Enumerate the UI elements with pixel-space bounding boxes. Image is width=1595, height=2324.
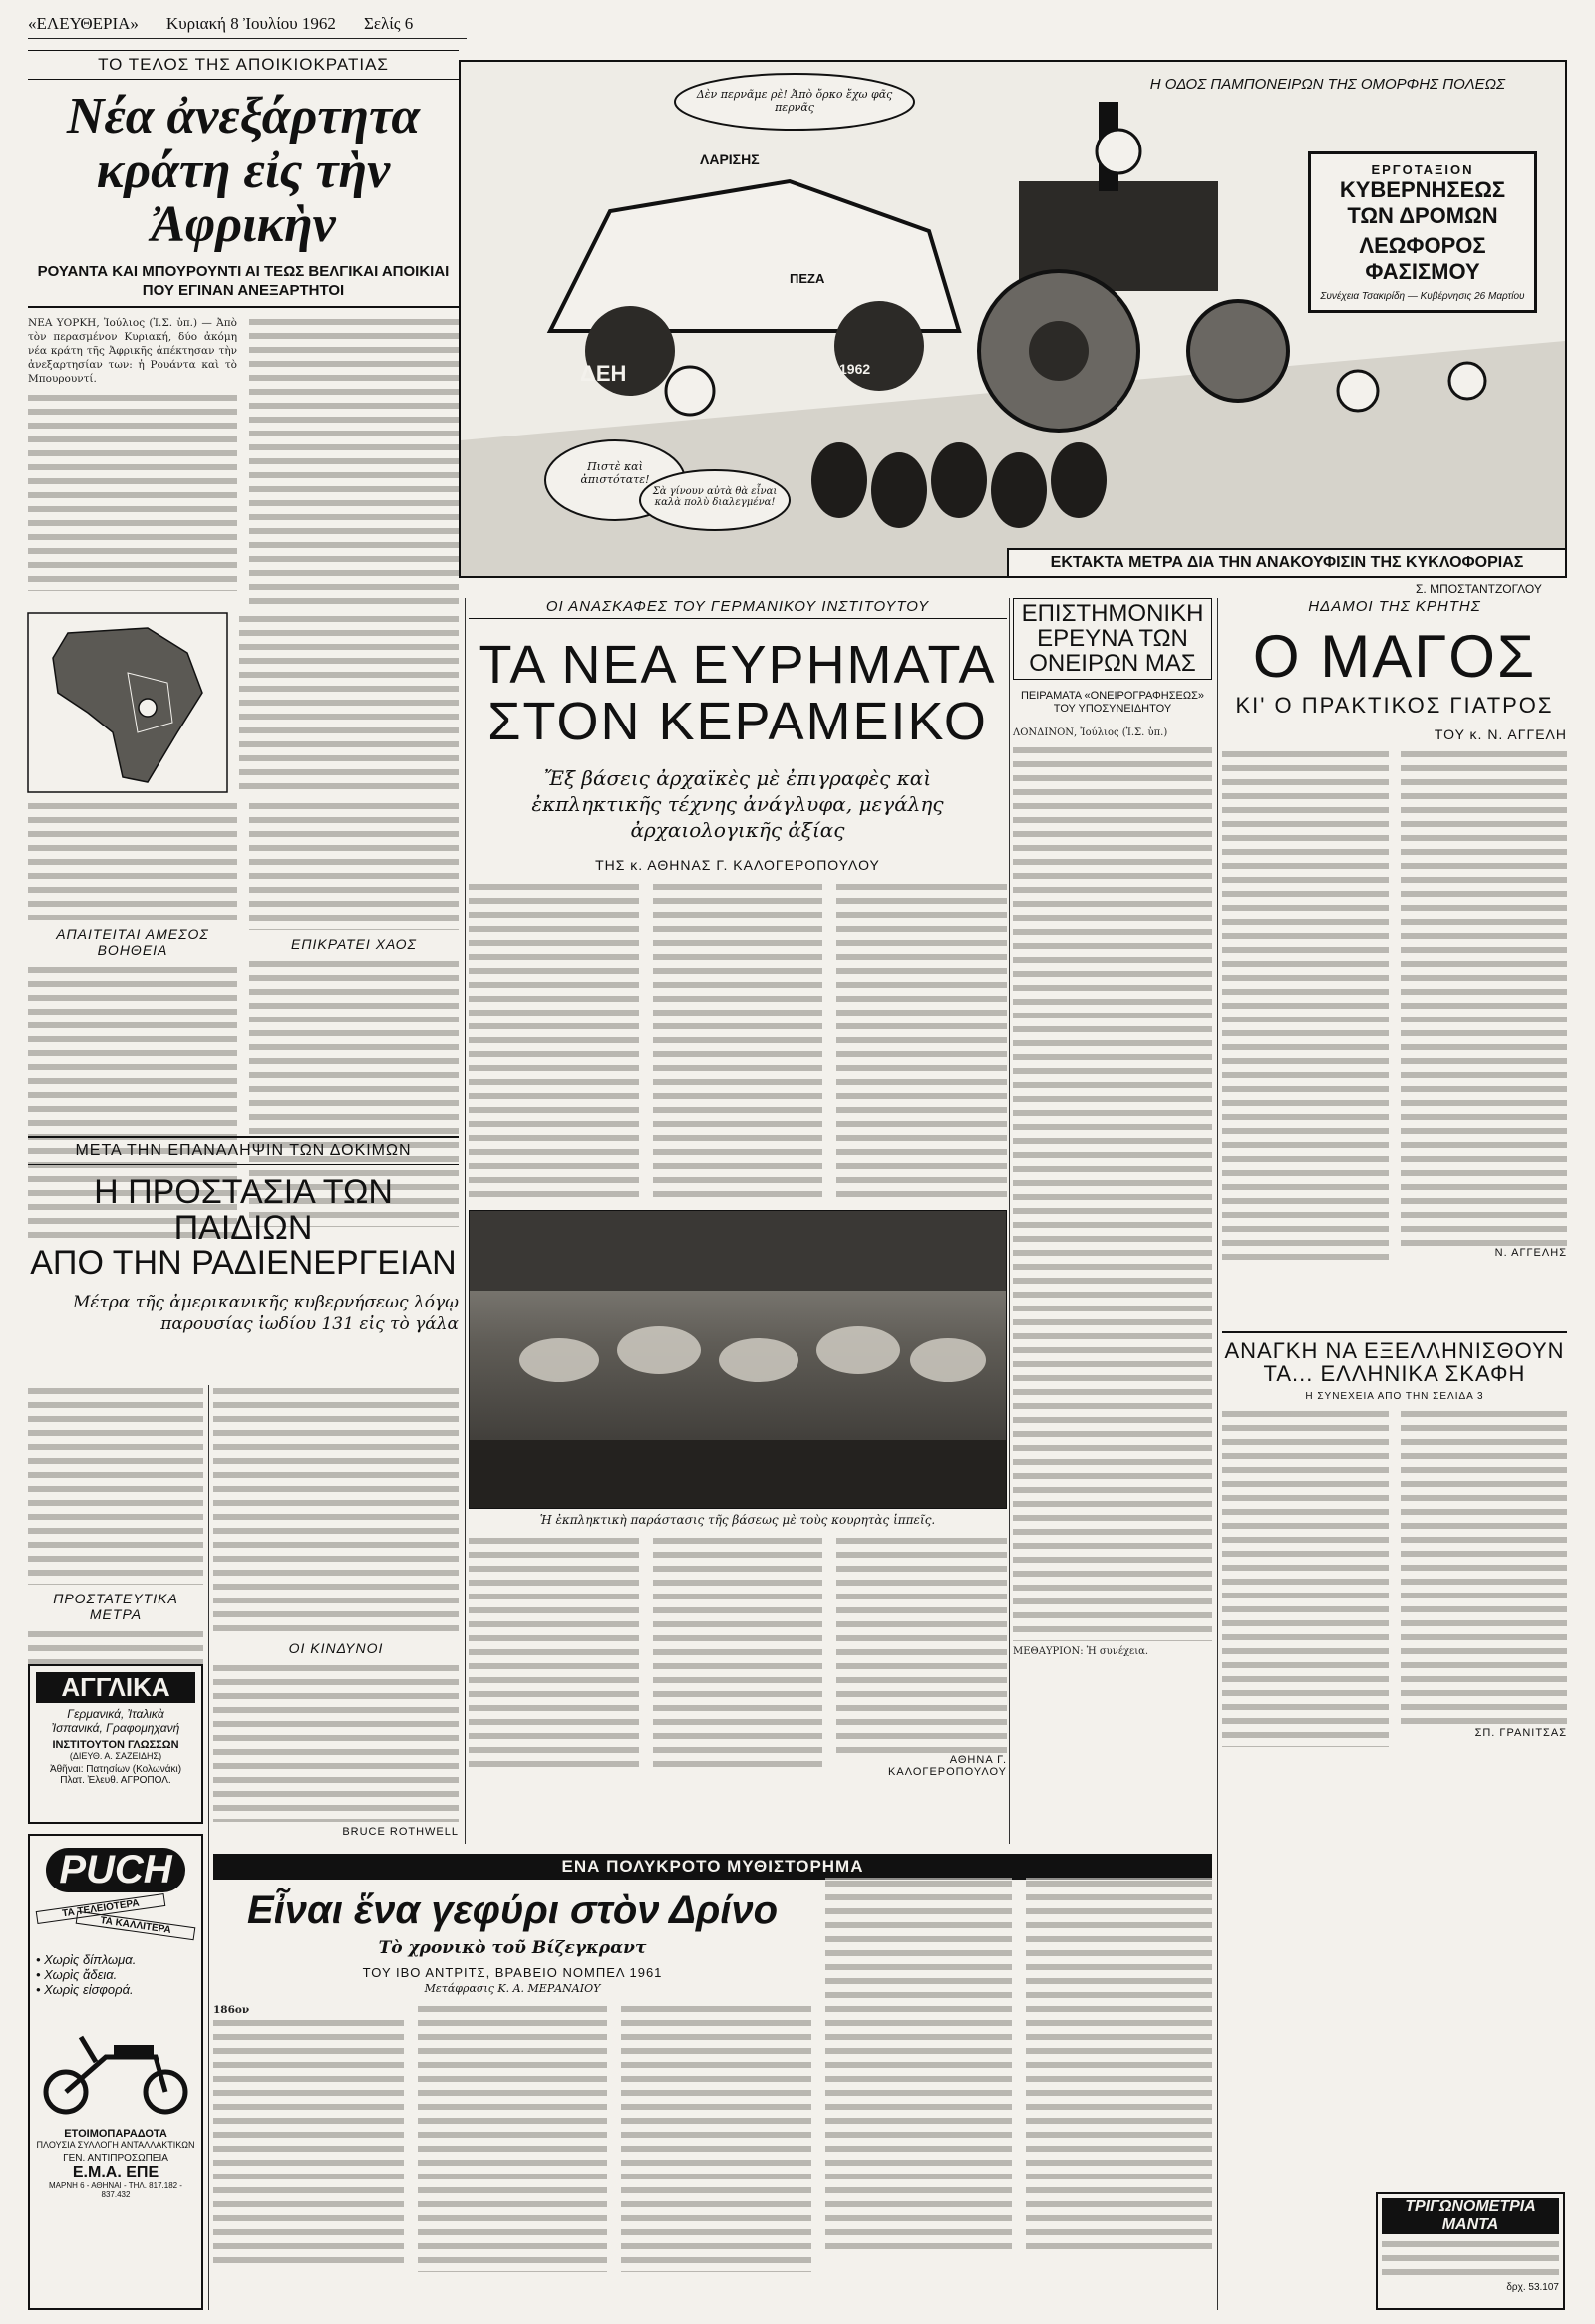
africa-kicker: ΤΟ ΤΕΛΟΣ ΤΗΣ ΑΠΟΙΚΙΟΚΡΑΤΙΑΣ bbox=[28, 50, 459, 80]
novel-body-1 bbox=[213, 2017, 404, 2266]
kerameikos-body-4 bbox=[469, 1535, 639, 1774]
crete-headline: Ο ΜΑΓΟΣ bbox=[1252, 623, 1537, 690]
radiation-body-col-1 bbox=[28, 1385, 203, 1654]
kerameikos-body-3 bbox=[836, 881, 1007, 1200]
radiation-article-head bbox=[28, 1136, 459, 1375]
crete-article bbox=[1222, 598, 1567, 1315]
ad-puch bbox=[28, 1834, 203, 2310]
africa-subhead: ΡΟΥΑΝΤΑ ΚΑΙ ΜΠΟΥΡΟΥΝΤΙ ΑΙ ΤΕΩΣ ΒΕΛΓΙΚΑΙ ΑΠΟΙΚΙΑΙ ΠΟΥ ΕΓΙΝΑΝ ΑΝΕΞΑΡΤΗΤΟΙ bbox=[28, 263, 459, 309]
ad-trig-price: δρχ. 53.107 bbox=[1506, 2282, 1559, 2293]
kerameikos-dek: Ἔξ βάσεις ἀρχαϊκὲς μὲ ἐπιγραφὲς καὶ ἐκπληκτικῆς τέχνης ἀνάγλυφα, μεγάλης ἀρχαιολογικῆς ἀξίας bbox=[531, 766, 944, 843]
kerameikos-body-1 bbox=[469, 881, 639, 1200]
tag-larisa: ΛΑΡΙΣΗΣ bbox=[700, 151, 760, 167]
sign-line-5: ΦΑΣΙΣΜΟΥ bbox=[1365, 259, 1480, 284]
dreams-sub: ΠΕΙΡΑΜΑΤΑ «ΟΝΕΙΡΟΓΡΑΦΗΣΕΩΣ» ΤΟΥ ΥΠΟΣΥΝΕΙΔΗΤΟΥ bbox=[1020, 689, 1205, 716]
kerameikos-author-sign: ΑΘΗΝΑ Γ. ΚΑΛΟΓΕΡΟΠΟΥΛΟΥ bbox=[888, 1754, 1008, 1779]
crete-byline: ΤΟΥ κ. Ν. ΑΓΓΕΛΗ bbox=[1434, 726, 1567, 743]
novel-body-5 bbox=[1026, 1878, 1212, 2256]
africa-lead: ΝΕΑ ΥΟΡΚΗ, Ἰούλιος (Ἰ.Σ. ὑπ.) — Ἀπὸ τὸν περασμένον Κυριακή, δύο ἀκόμη νέα κράτη τῆς Ἀφρικῆς ἀπέκτησαν τὴν ἀνεξαρτησίαν των: ἡ Ρουάντα καὶ τὸ Μπουρουντί. bbox=[28, 317, 237, 386]
dreams-footer: ΜΕΘΑΥΡΙΟΝ: Ἡ συνέχεια. bbox=[1013, 1646, 1149, 1658]
dreams-headline: ΕΠΙΣΤΗΜΟΝΙΚΗ ΕΡΕΥΝΑ ΤΩΝ ΟΝΕΙΡΩΝ ΜΑΣ bbox=[1013, 598, 1212, 680]
radiation-dek: Μέτρα τῆς ἀμερικανικῆς κυβερνήσεως λόγῳ παρουσίας ἰωδίου 131 εἰς τὸ γάλα bbox=[72, 1293, 459, 1335]
novel-dek: Τὸ χρονικὸ τοῦ Βίζεγκραντ bbox=[378, 1938, 647, 1958]
kerameikos-headline-2: ΣΤΟΝ ΚΕΡΑΜΕΙΚΟ bbox=[487, 691, 988, 751]
sign-line-2: ΚΥΒΕΡΝΗΣΕΩΣ bbox=[1339, 177, 1506, 202]
sign-note: Συνέχεια Τσακιρίδη — Κυβέρνησις 26 Μαρτίου bbox=[1320, 291, 1525, 302]
radiation-body-1 bbox=[28, 1385, 203, 1585]
ad-trig-subtitle: ΜΑΝΤΑ bbox=[1382, 2216, 1559, 2234]
column-rule bbox=[1217, 598, 1218, 2310]
cartoon-road-label: Η ΟΔΟΣ ΠΑΜΠΟΝΕΙΡΩΝ ΤΗΣ ΟΜΟΡΦΗΣ ΠΟΛΕΩΣ bbox=[1149, 76, 1505, 93]
radiation-sub2: ΟΙ ΚΙΝΔΥΝΟΙ bbox=[288, 1640, 384, 1656]
africa-sub2: ΕΠΙΚΡΑΤΕΙ ΧΑΟΣ bbox=[291, 936, 417, 953]
crete-body-2 bbox=[1401, 748, 1567, 1247]
editorial-cartoon bbox=[459, 60, 1567, 578]
ships-body-1 bbox=[1222, 1408, 1389, 1747]
africa-body-text-2 bbox=[249, 316, 459, 605]
crete-body-1 bbox=[1222, 748, 1389, 1267]
novel-kicker: ΕΝΑ ΠΟΛΥΚΡΟΤΟ ΜΥΘΙΣΤΟΡΗΜΑ bbox=[213, 1854, 1212, 1880]
africa-map bbox=[28, 613, 227, 792]
ships-cont: Η ΣΥΝΕΧΕΙΑ ΑΠΟ ΤΗΝ ΣΕΛΙΔΑ 3 bbox=[1305, 1391, 1484, 1403]
scooter-drawing bbox=[36, 2007, 195, 2117]
radiation-headline-1: Η ΠΡΟΣΤΑΣΙΑ ΤΩΝ ΠΑΙΔΙΩΝ bbox=[94, 1173, 393, 1247]
africa-sub1: ΑΠΑΙΤΕΙΤΑΙ ΑΜΕΣΟΣ ΒΟΗΘΕΙΑ bbox=[56, 926, 209, 959]
crete-sub: ΚΙ' Ο ΠΡΑΚΤΙΚΟΣ ΓΙΑΤΡΟΣ bbox=[1235, 693, 1554, 718]
speech2-text: Πιστὲ καὶ ἀπιστότατε! bbox=[580, 460, 650, 486]
worker-figure-head bbox=[1338, 371, 1378, 411]
dreams-body bbox=[1013, 744, 1212, 1641]
africa-body-text-4 bbox=[28, 800, 237, 920]
novel-serial bbox=[213, 1854, 1212, 2312]
radiation-body-2 bbox=[213, 1385, 459, 1634]
kerameikos-body-2 bbox=[653, 881, 823, 1200]
ad-puch-footer3: ΓΕΝ. ΑΝΤΙΠΡΟΣΩΠΕΙΑ bbox=[63, 2153, 168, 2164]
radiation-headline-2: ΑΠΟ ΤΗΝ ΡΑΔΙΕΝΕΡΓΕΙΑΝ bbox=[30, 1244, 457, 1283]
soldier-figure-head bbox=[666, 367, 714, 415]
kerameikos-article bbox=[469, 598, 1008, 1779]
sign-line-1: ΕΡΓΟΤΑΞΙΟΝ bbox=[1371, 162, 1474, 177]
sign-line-4: ΛΕΩΦΟΡΟΣ bbox=[1359, 233, 1486, 258]
masthead-date: Κυριακή 8 Ἰουλίου 1962 bbox=[165, 14, 336, 33]
cartoon-drawing bbox=[461, 62, 1565, 576]
ad-trig-title: ΤΡΙΓΩΝΟΜΕΤΡΙΑ bbox=[1382, 2198, 1559, 2216]
cartoon-artist: Σ. ΜΠΟΣΤΑΝΤΖΟΓΛΟΥ bbox=[1416, 582, 1542, 596]
masthead-page: Σελίς 6 bbox=[363, 14, 414, 33]
tag-deh: ΔΕΗ bbox=[580, 361, 627, 386]
crete-kicker: ΗΔΑΜΟΙ ΤΗΣ ΚΡΗΤΗΣ bbox=[1308, 598, 1481, 615]
kerameikos-kicker: ΟΙ ΑΝΑΣΚΑΦΕΣ ΤΟΥ ΓΕΡΜΑΝΙΚΟΥ ΙΝΣΤΙΤΟΥΤΟΥ bbox=[469, 598, 1007, 619]
novel-body-3 bbox=[621, 2003, 811, 2272]
cartoon-caption: ΕΚΤΑΚΤΑ ΜΕΤΡΑ ΔΙΑ ΤΗΝ ΑΝΑΚΟΥΦΙΣΙΝ ΤΗΣ ΚΥΚΛΟΦΟΡΙΑΣ bbox=[1007, 548, 1565, 576]
ad-puch-footer1: ΕΤΟΙΜΟΠΑΡΑΔΟΤΑ bbox=[64, 2128, 167, 2140]
ad-english-line2: Ἰσπανικά, Γραφομηχανή bbox=[51, 1721, 180, 1735]
car-wheel-rear bbox=[834, 301, 924, 391]
ad-english-director: (ΔΙΕΥΘ. Α. ΣΑΖΕΙΔΗΣ) bbox=[69, 1751, 162, 1761]
ad-english-address2: Πλατ. Ἐλευθ. ΑΓΡΟΠΟΛ. bbox=[60, 1775, 171, 1786]
tag-peza: ΠΕΖΑ bbox=[790, 271, 825, 286]
novel-body-2 bbox=[418, 2003, 608, 2272]
relief-horses-drawing bbox=[470, 1211, 1006, 1508]
africa-body-text bbox=[28, 392, 237, 591]
relief-photo bbox=[469, 1210, 1007, 1509]
kerameikos-headline-1: ΤΑ ΝΕΑ ΕΥΡΗΜΑΤΑ bbox=[478, 635, 997, 695]
ad-puch-brand: PUCH bbox=[46, 1848, 185, 1892]
ships-sign: ΣΠ. ΓΡΑΝΙΤΣΑΣ bbox=[1474, 1727, 1567, 1740]
dreams-article bbox=[1013, 598, 1212, 1658]
ad-trigonometry bbox=[1376, 2192, 1565, 2310]
africa-headline: Νέα ἀνεξάρτητα κράτη εἰς τὴν Ἀφρικὴν bbox=[66, 88, 421, 254]
steamroller-rear-roller bbox=[1188, 301, 1288, 401]
novel-author: ΤΟΥ ΙΒΟ ΑΝΤΡΙΤΣ, ΒΡΑΒΕΙΟ ΝΟΜΠΕΛ 1961 bbox=[362, 1965, 663, 1981]
novel-episode: 186ον bbox=[213, 2004, 250, 2017]
driver-figure-head bbox=[1097, 130, 1140, 173]
kerameikos-body-5 bbox=[653, 1535, 823, 1774]
ad-puch-flag2: ΤΑ ΚΑΛΛΙΤΕΡΑ bbox=[76, 1911, 196, 1941]
ships-headline: ΑΝΑΓΚΗ ΝΑ ΕΞΕΛΛΗΝΙΣΘΟΥΝ ΤΑ... ΕΛΛΗΝΙΚΑ ΣΚΑΦΗ bbox=[1222, 1331, 1567, 1385]
ad-puch-bullet1: • Χωρὶς δίπλωμα. bbox=[36, 1952, 137, 1967]
ad-puch-footer2: ΠΛΟΥΣΙΑ ΣΥΛΛΟΓΗ ΑΝΤΑΛΛΑΚΤΙΚΩΝ bbox=[36, 2140, 195, 2150]
ad-puch-bullet2: • Χωρὶς ἄδεια. bbox=[36, 1967, 118, 1982]
novel-headline: Εἶναι ἕνα γεφύρι στὸν Δρίνο bbox=[246, 1888, 779, 1932]
radiation-kicker: ΜΕΤΑ ΤΗΝ ΕΠΑΝΑΛΗΨΙΝ ΤΩΝ ΔΟΚΙΜΩΝ bbox=[28, 1136, 459, 1165]
ships-body-2 bbox=[1401, 1408, 1567, 1727]
crete-sign: Ν. ΑΓΓΕΛΗΣ bbox=[1494, 1247, 1567, 1260]
dreams-dateline: ΛΟΝΔΙΝΟΝ, Ἰούλιος (Ἰ.Σ. ὑπ.) bbox=[1013, 727, 1168, 739]
ad-english-address: Ἀθῆναι: Πατησίων (Κολωνάκι) bbox=[49, 1764, 182, 1775]
africa-article bbox=[28, 50, 459, 1126]
kerameikos-byline: ΤΗΣ κ. ΑΘΗΝΑΣ Γ. ΚΑΛΟΓΕΡΟΠΟΥΛΟΥ bbox=[595, 857, 880, 874]
ad-puch-footer5: ΜΑΡΝΗ 6 - ΑΘΗΝΑΙ - ΤΗΛ. 817.182 - 837.432 bbox=[49, 2181, 182, 2199]
construction-sign bbox=[1308, 151, 1537, 313]
kerameikos-body-6 bbox=[836, 1535, 1007, 1754]
ad-puch-flag1: ΤΑ ΤΕΛΕΙΟΤΕΡΑ bbox=[36, 1893, 166, 1924]
ad-english-school: ΙΝΣΤΙΤΟΥΤΟΝ ΓΛΩΣΣΩΝ bbox=[52, 1739, 179, 1751]
novel-body-4 bbox=[825, 1878, 1012, 2256]
masthead-paper: «ΕΛΕΥΘΕΡΙΑ» bbox=[28, 14, 139, 33]
ad-english-line1: Γερμανικά, Ἰταλικὰ bbox=[67, 1707, 164, 1721]
tag-year: 1962 bbox=[839, 361, 871, 377]
rwanda-burundi-marker bbox=[139, 699, 157, 717]
radiation-body-1b bbox=[28, 1628, 203, 1668]
novel-translator: Μετάφρασις Κ. Α. ΜΕΡΑΝΑΙΟΥ bbox=[424, 1982, 601, 1996]
africa-body-text-6 bbox=[249, 800, 459, 930]
ad-puch-footer4: Ε.Μ.Α. ΕΠΕ bbox=[72, 2164, 160, 2180]
radiation-body-3 bbox=[213, 1662, 459, 1822]
ad-language-school bbox=[28, 1664, 203, 1824]
relief-photo-caption: Ἡ ἐκπληκτικὴ παράστασις τῆς βάσεως μὲ τοὺς κουρητὰς ἱππεῖς. bbox=[539, 1513, 936, 1528]
ad-english-title: ΑΓΓΛΙΚΑ bbox=[36, 1672, 195, 1703]
ad-puch-bullet3: • Χωρὶς εἰσφορά. bbox=[36, 1982, 134, 1997]
worker-figure-head-2 bbox=[1449, 363, 1485, 399]
roller-hub bbox=[1029, 321, 1089, 381]
sign-line-3: ΤΩΝ ΔΡΟΜΩΝ bbox=[1347, 203, 1498, 228]
radiation-sub1: ΠΡΟΣΤΑΤΕΥΤΙΚΑ ΜΕΤΡΑ bbox=[53, 1591, 178, 1622]
speech1-text: Δὲν περνᾶμε ρὲ! Ἀπὸ ὄρκο ἔχω φᾶς περνᾶς bbox=[696, 88, 893, 114]
masthead bbox=[28, 14, 467, 39]
column-rule bbox=[465, 598, 466, 1844]
radiation-author: BRUCE ROTHWELL bbox=[342, 1826, 459, 1838]
radiation-body-col-2 bbox=[213, 1385, 459, 1844]
ships-article bbox=[1222, 1331, 1567, 1770]
africa-body-text-3 bbox=[239, 613, 459, 792]
column-rule bbox=[1009, 598, 1010, 1844]
ad-trig-body bbox=[1382, 2238, 1559, 2282]
column-rule bbox=[208, 1385, 209, 2310]
speech3-text: Σὰ γίνουν αὐτὰ θὰ εἶναι καλὰ πολὺ διαλεγμένα! bbox=[652, 486, 778, 508]
